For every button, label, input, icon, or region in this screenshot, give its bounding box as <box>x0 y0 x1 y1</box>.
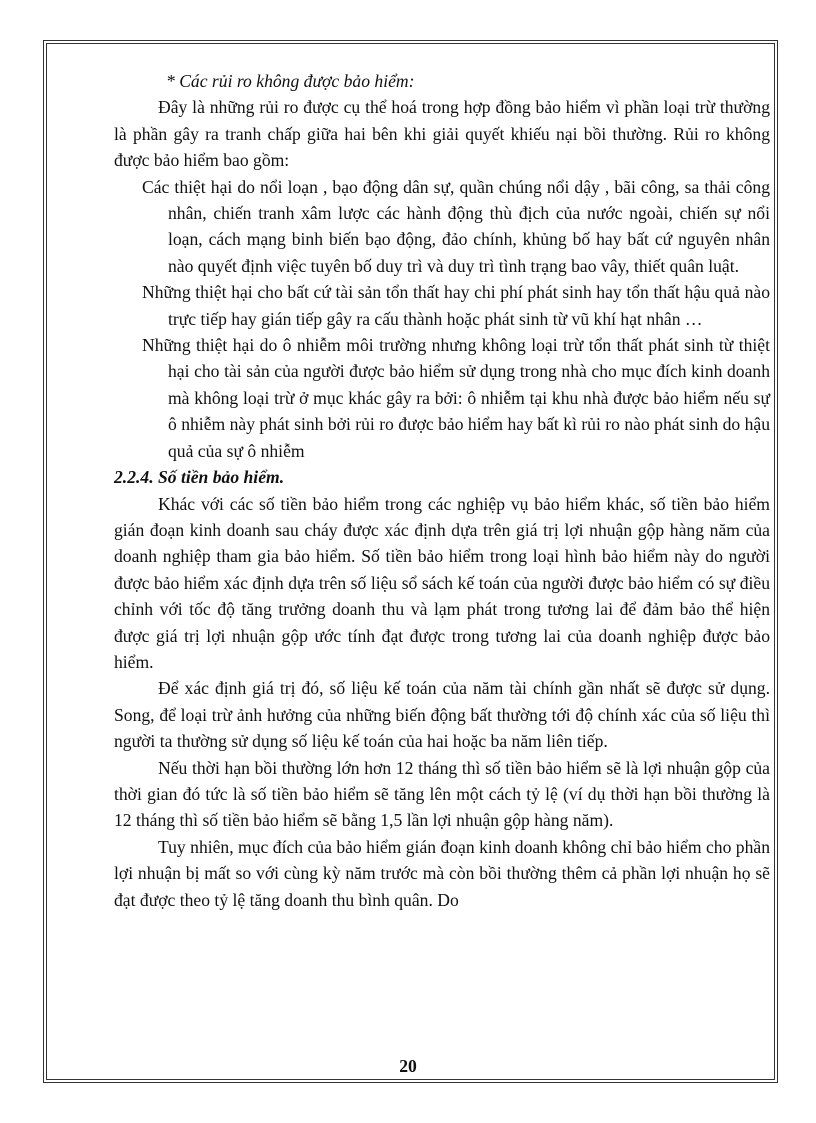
intro-paragraph: Đây là những rủi ro được cụ thể hoá trong hợp đồng bảo hiểm vì phần loại trừ thường là phần gây ra tranh chấp giữa hai bên khi giải quyết khiếu nại bồi thường. Rủi ro không được bảo hiểm bao gồm: <box>114 97 770 171</box>
section-heading-sum-insured: 2.2.4. Số tiền bảo hiểm. <box>114 467 285 488</box>
risk-item-pollution: Những thiệt hại do ô nhiễm môi trường nhưng không loại trừ tổn thất phát sinh từ thiệt hại cho tài sản của người được bảo hiểm sử dụng trong nhà cho mục đích kinh doanh mà không loại trừ ở mục khác gây ra bởi: ô nhiễm tại khu nhà được bảo hiểm nếu sự ô nhiễm này phát sinh bởi rủi ro được bảo hiểm hay bất kì rủi ro nào phát sinh do hậu quả của sự ô nhiễm <box>142 335 770 461</box>
body-paragraph: Khác với các số tiền bảo hiểm trong các nghiệp vụ bảo hiểm khác, số tiền bảo hiểm gián đoạn kinh doanh sau cháy được xác định dựa trên giá trị lợi nhuận gộp hàng năm của doanh nghiệp tham gia bảo hiểm. Số tiền bảo hiểm trong loại hình bảo hiểm này do người được bảo hiểm xác định dựa trên số liệu sổ sách kế toán của người được bảo hiểm có sự điều chỉnh với tốc độ tăng trưởng doanh thu và lạm phát trong tương lai để đảm bảo thể hiện được giá trị lợi nhuận gộp ước tính đạt được trong tương lai của doanh nghiệp được bảo hiểm. <box>114 493 770 672</box>
uninsured-risks-subheading: * Các rủi ro không được bảo hiểm: <box>166 71 415 91</box>
body-paragraph: Tuy nhiên, mục đích của bảo hiểm gián đoạn kinh doanh không chỉ bảo hiểm cho phần lợi nhuận bị mất so với cùng kỳ năm trước mà còn bồi thường thêm cả phần lợi nhuận họ sẽ đạt được theo tỷ lệ tăng doanh thu bình quân. Do <box>114 836 770 910</box>
body-paragraph: Để xác định giá trị đó, số liệu kế toán của năm tài chính gần nhất sẽ được sử dụng. Song, để loại trừ ảnh hưởng của những biến động bất thường tới độ chính xác của số liệu thì người ta thường sử dụng số liệu kế toán của hai hoặc ba năm liên tiếp. <box>114 678 770 752</box>
page-number: 20 <box>399 1056 417 1076</box>
body-paragraph: Nếu thời hạn bồi thường lớn hơn 12 tháng thì số tiền bảo hiểm sẽ là lợi nhuận gộp của thời gian đó tức là số tiền bảo hiểm sẽ tăng lên một cách tỷ lệ (ví dụ thời hạn bồi thường là 12 tháng thì số tiền bảo hiểm sẽ bằng 1,5 lần lợi nhuận gộp hàng năm). <box>114 757 770 831</box>
page-content <box>114 68 770 913</box>
risk-item-nuclear: Những thiệt hại cho bất cứ tài sản tổn thất hay chi phí phát sinh hay tổn thất hậu quả nào trực tiếp hay gián tiếp gây ra cấu thành hoặc phát sinh từ vũ khí hạt nhân … <box>142 282 770 329</box>
risk-item-riots: Các thiệt hại do nổi loạn , bạo động dân sự, quần chúng nổi dậy , bãi công, sa thải công nhân, chiến tranh xâm lược các hành động thù địch của nước ngoài, chiến sự nổi loạn, cách mạng binh biến bạo động, đảo chính, khủng bố hay bất cứ nguyên nhân nào quyết định việc tuyên bố duy trì và duy trì tình trạng bao vây, thiết quân luật. <box>142 176 770 276</box>
